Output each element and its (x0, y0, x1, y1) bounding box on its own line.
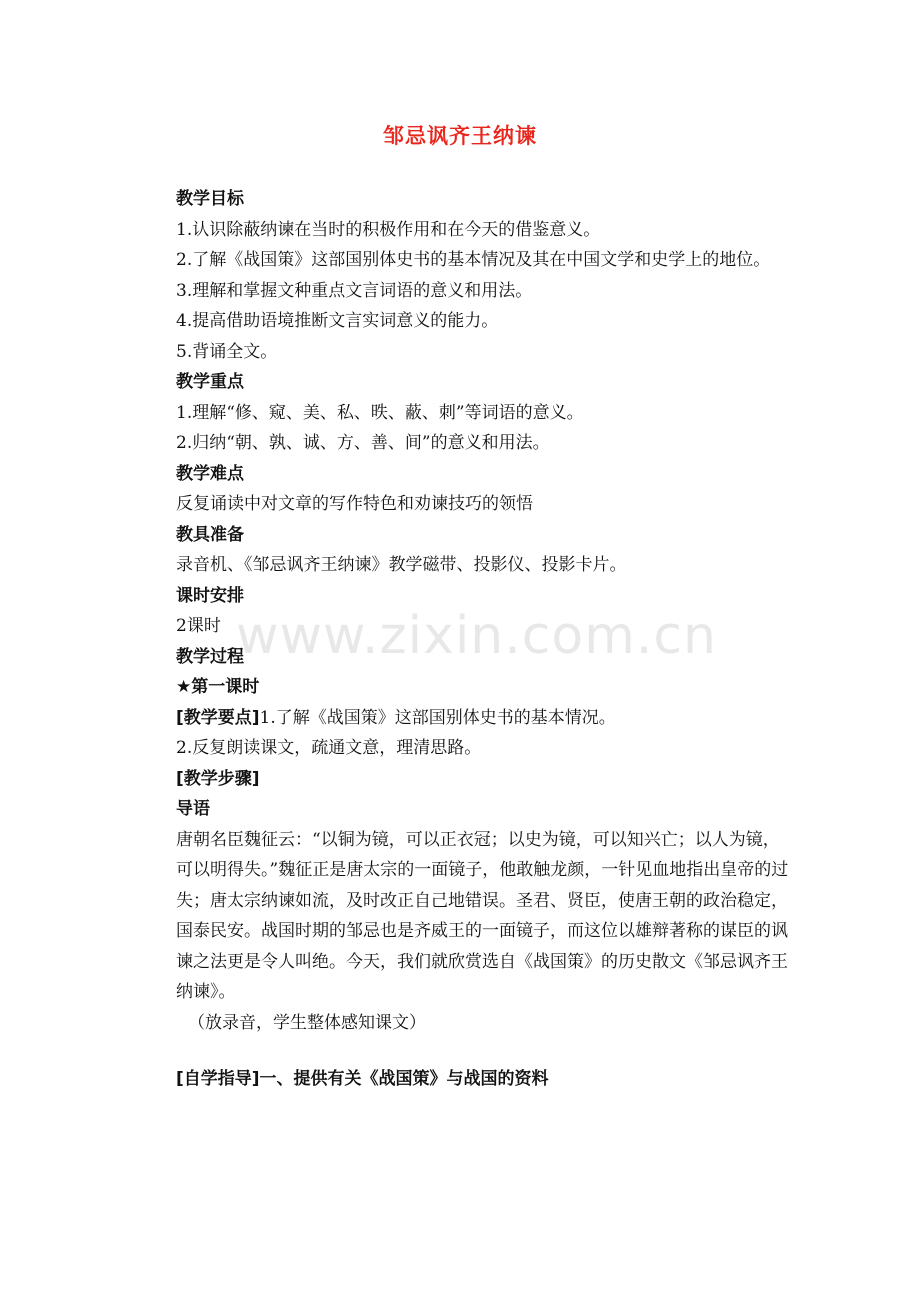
key-point-item: 1.理解“修、窥、美、私、昳、蔽、刺”等词语的意义。 (176, 402, 584, 423)
goal-item: 2.了解《战国策》这部国别体史书的基本情况及其在中国文学和史学上的地位。 (176, 250, 771, 270)
key-point-item: 2.归纳“朝、孰、诚、方、善、间”的意义和用法。 (176, 433, 550, 453)
spacer (176, 1038, 791, 1064)
difficulty-text: 反复诵读中对文章的写作特色和劝谏技巧的领悟 (176, 494, 533, 514)
page-title: 邹忌讽齐王纳谏 (383, 124, 537, 148)
narration-note: （放录音，学生整体感知课文） (188, 1012, 426, 1033)
section-heading-key-points: 教学重点 (176, 372, 244, 392)
goal-item: 5.背诵全文。 (176, 341, 278, 362)
teaching-points-line (176, 703, 791, 734)
first-lesson-heading: ★第一课时 (176, 677, 260, 697)
section-heading-difficulty: 教学难点 (176, 463, 244, 484)
teaching-points-second: 2.反复朗读课文，疏通文意，理清思路。 (176, 738, 482, 758)
teaching-steps-label: [教学步骤] (176, 768, 260, 789)
intro-heading: 导语 (176, 799, 210, 819)
watermark: www.zixin.com.cn (236, 606, 717, 666)
teaching-points-first: 1.了解《战国策》这部国别体史书的基本情况。 (259, 707, 616, 728)
section-heading-process: 教学过程 (176, 646, 244, 667)
section-heading-goals: 教学目标 (176, 189, 244, 209)
self-study-heading: [自学指导]一、提供有关《战国策》与战国的资料 (176, 1069, 549, 1089)
section-heading-schedule: 课时安排 (176, 585, 244, 606)
section-heading-tools: 教具准备 (176, 524, 244, 545)
tools-text: 录音机、《邹忌讽齐王纳谏》教学磁带、投影仪、投影卡片。 (176, 555, 627, 575)
goal-item: 3.理解和掌握文种重点文言词语的意义和用法。 (176, 280, 533, 301)
teaching-points-label: [教学要点] (176, 707, 260, 728)
goal-item: 1.认识除蔽纳谏在当时的积极作用和在今天的借鉴意义。 (176, 219, 601, 240)
document-body (176, 184, 791, 1095)
intro-paragraph: 唐朝名臣魏征云：“以铜为镜，可以正衣冠；以史为镜，可以知兴亡；以人为镜，可以明得失。”魏征正是唐太宗的一面镜子，他敢触龙颜，一针见血地指出皇帝的过失；唐太宗纳谏如流，及时改正自己地错误。圣君、贤臣，使唐王朝的政治稳定，国泰民安。战国时期的邹忌也是齐威王的一面镜子，而这位以雄辩著称的谋臣的讽谏之法更是令人叫绝。今天，我们就欣赏选自《战国策》的历史散文《邹忌讽齐王纳谏》。 (176, 829, 789, 1002)
goal-item: 4.提高借助语境推断文言实词意义的能力。 (176, 311, 499, 331)
schedule-text: 2课时 (176, 616, 221, 636)
